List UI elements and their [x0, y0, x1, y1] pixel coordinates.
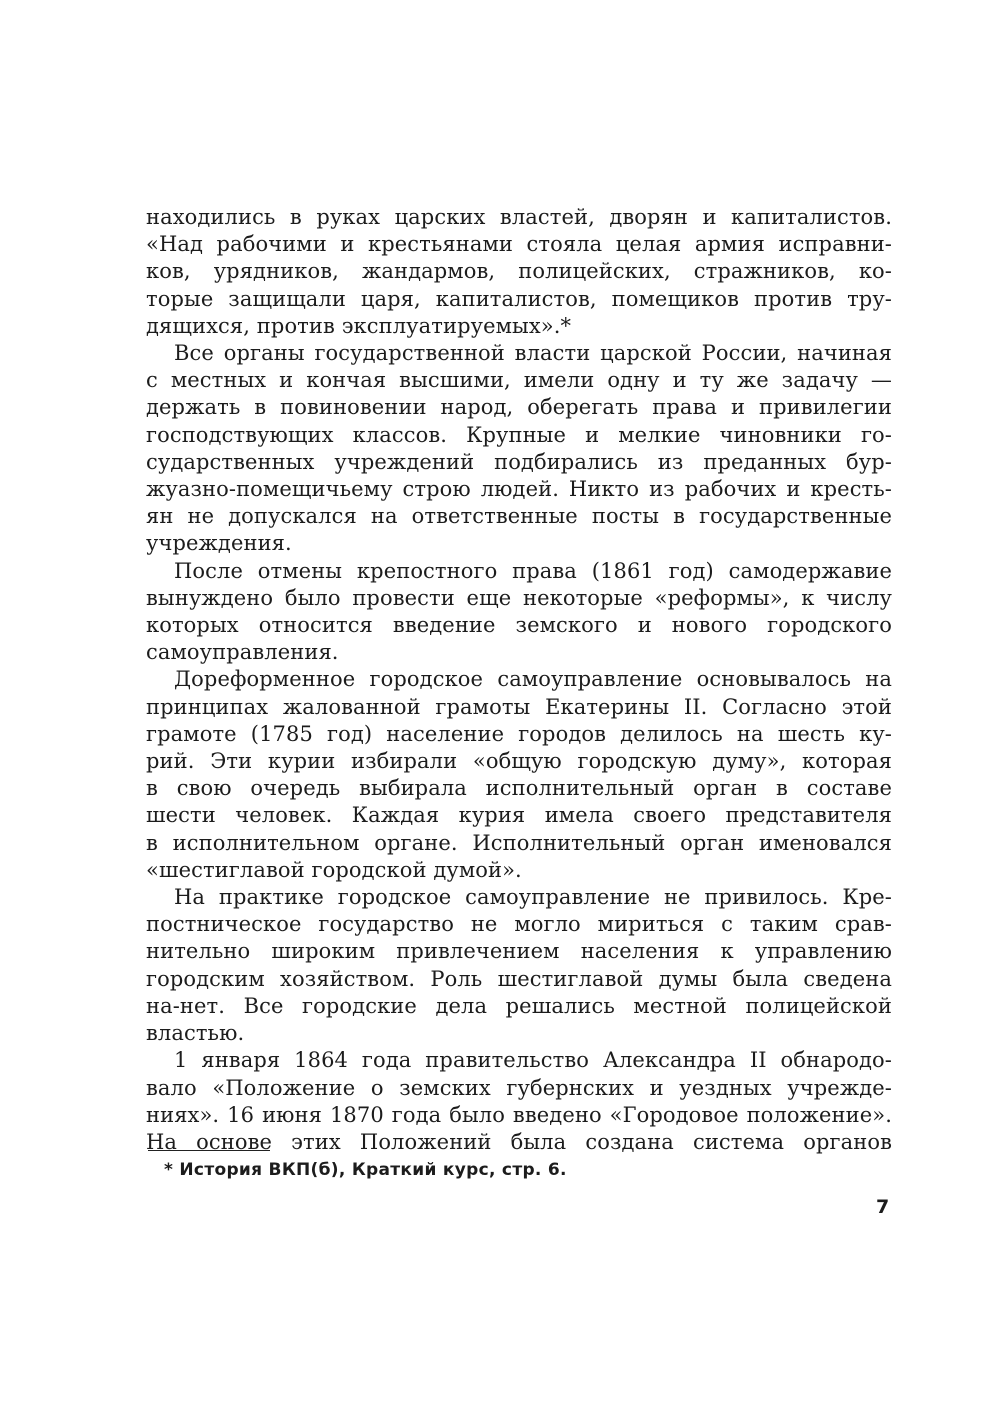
text-line: грамоте (1785 год) население городов делилось на шесть ку- — [146, 721, 892, 746]
text-line: дящихся, против эксплуатируемых».* — [146, 313, 572, 338]
text-line: На основе этих Положений была создана система органов — [146, 1129, 892, 1154]
text-line: постническое государство не могло мириться с таким срав- — [146, 912, 892, 937]
text-line: «Над рабочими и крестьянами стояла целая армия исправни- — [146, 232, 892, 257]
text-line: властью. — [146, 1021, 245, 1046]
text-line: «шестиглавой городской думой». — [146, 857, 522, 882]
footnote-divider — [148, 1150, 270, 1151]
text-line: вынуждено было провести еще некоторые «реформы», к числу — [146, 585, 892, 610]
text-line: После отмены крепостного права (1861 год) самодержавие — [174, 558, 892, 583]
text-line: На практике городское самоуправление не привилось. Кре- — [174, 885, 892, 910]
paragraph — [146, 558, 892, 667]
paragraph — [146, 884, 892, 1047]
text-line: торые защищали царя, капиталистов, помещиков против тру- — [146, 286, 892, 311]
paragraph — [146, 204, 892, 340]
text-line: жуазно-помещичьему строю людей. Никто из рабочих и кресть- — [146, 477, 892, 502]
text-line: самоуправления. — [146, 640, 339, 665]
text-line: 1 января 1864 года правительство Александра II обнародо- — [174, 1048, 892, 1073]
text-line: держать в повиновении народ, оберегать права и привилегии — [146, 395, 892, 420]
text-line: с местных и кончая высшими, имели одну и ту же задачу — — [146, 368, 892, 393]
text-line: учреждения. — [146, 531, 292, 556]
text-line: на-нет. Все городские дела решались местной полицейской — [146, 993, 892, 1018]
page-number: 7 — [876, 1196, 890, 1218]
text-line: шести человек. Каждая курия имела своего представителя — [146, 803, 892, 828]
text-line: которых относится введение земского и нового городского — [146, 613, 892, 638]
paragraph — [146, 340, 892, 558]
paragraph — [146, 666, 892, 884]
text-line: принципах жалованной грамоты Екатерины II. Согласно этой — [146, 694, 892, 719]
text-line: ян не допускался на ответственные посты в государственные — [146, 504, 892, 529]
text-line: Все органы государственной власти царской России, начиная — [174, 341, 892, 366]
text-line: городским хозяйством. Роль шестиглавой думы была сведена — [146, 966, 892, 991]
text-line: в исполнительном органе. Исполнительный орган именовался — [146, 830, 892, 855]
text-line: ниях». 16 июня 1870 года было введено «Городовое положение». — [146, 1102, 892, 1127]
text-line: в свою очередь выбирала исполнительный орган в составе — [146, 776, 892, 801]
text-line: сударственных учреждений подбирались из преданных бур- — [146, 449, 892, 474]
text-line: нительно широким привлечением населения к управлению — [146, 939, 892, 964]
text-line: господствующих классов. Крупные и мелкие чиновники го- — [146, 422, 892, 447]
body-text — [146, 204, 892, 1156]
paragraph — [146, 1047, 892, 1156]
text-line: находились в руках царских властей, дворян и капиталистов. — [146, 205, 892, 229]
text-line: рий. Эти курии избирали «общую городскую думу», которая — [146, 749, 892, 774]
footnote: * История ВКП(б), Краткий курс, стр. 6. — [164, 1160, 567, 1180]
text-line: вало «Положение о земских губернских и уездных учрежде- — [146, 1075, 892, 1100]
text-line: Дореформенное городское самоуправление основывалось на — [174, 667, 892, 692]
text-line: ков, урядников, жандармов, полицейских, стражников, ко- — [146, 259, 892, 284]
